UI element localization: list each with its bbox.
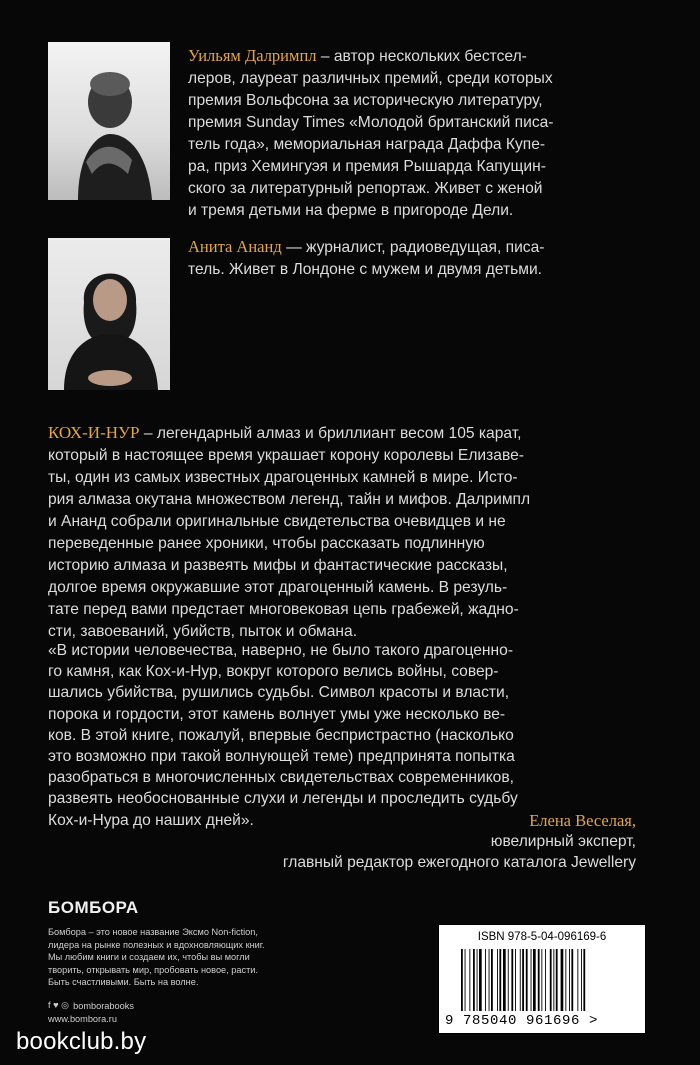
reviewer-name: Елена Веселая,	[529, 811, 636, 830]
social-links	[48, 1000, 134, 1011]
review-quote: «В истории человечества, наверно, не было такого драгоценно- го камня, как Кох-и-Нур, вокруг которого велись войны, совер- шались убийства, рушились судьбы. Символ красоты и власти, порока и гордости, этот камень волнует умы уже несколько ве- ков. В этой книге, пожалуй, впервые беспристрастно (насколько это возможно при такой волнующей теме) предпринята попытка разобраться в многочисленных свидетельствах современников, развеять необоснованные слухи и легенды и проследить судьбу Кох-и-Нура до наших дней».	[48, 642, 518, 829]
author-bio-anand: Анита Ананд — журналист, радиоведущая, писа- тель. Живет в Лондоне с мужем и двумя детьми.	[188, 237, 545, 278]
publisher-website: www.bombora.ru	[48, 1014, 117, 1024]
reviewer-title: главный редактор ежегодного каталога Jewellery	[282, 854, 636, 871]
author-bio-dalrymple: Уильям Далримпл – автор нескольких бестсел- леров, лауреат различных премий, среди которых премия Вольфсона за историческую литературу, премия Sunday Times «Молодой британский писа- тель года», мемориальная награда Даффа Купе- ра, приз Хемингуэя и премия Рышарда Капущин- ского за литературный репортаж. Живет с женой и тремя детьми на ферме в пригороде Дели.	[188, 46, 554, 219]
social-handle: bomborabooks	[73, 1000, 134, 1011]
reviewer-role: ювелирный эксперт,	[490, 833, 636, 850]
author-name-anand: Анита Ананд	[188, 237, 282, 256]
author-photo-anand	[48, 238, 170, 390]
quote-attribution	[283, 810, 636, 873]
book-title-inline: КОХ-И-НУР	[48, 423, 140, 442]
social-icons: f ♥ ◎	[48, 1000, 70, 1010]
author-name-dalrymple: Уильям Далримпл	[188, 46, 317, 65]
watermark: bookclub.by	[16, 1028, 147, 1055]
barcode-bars-icon	[461, 949, 627, 1011]
portrait-woman-icon	[48, 238, 170, 390]
book-description: КОХ-И-НУР – легендарный алмаз и бриллиант весом 105 карат, который в настоящее время украшает корону королевы Елизаве- ты, один из самых известных драгоценных камней в мире. Исто- рия алмаза окутана множеством легенд, тайн и мифов. Далримпл и Ананд собрали оригинальные свидетельства очевидцев и не переведенные ранее хроники, чтобы рассказать подлинную историю алмаза и развеять мифы и фантастические рассказы, долгое время окружавшие этот драгоценный камень. В резуль- тате перед вами предстает многовековая цепь грабежей, жадно- сти, завоеваний, убийств, пыток и обмана.	[48, 423, 531, 640]
author-photo-dalrymple	[48, 42, 170, 200]
barcode-digits: 9 785040 961696 >	[445, 1013, 599, 1029]
portrait-man-icon	[48, 42, 170, 200]
publisher-blurb: Бомбора – это новое название Эксмо Non-fiction, лидера на рынке полезных и вдохновляющих книг. Мы любим книги и создаем их, чтобы вы могли творить, открывать мир, пробовать новое, расти. Быть счастливыми. Быть на волне.	[48, 927, 265, 988]
isbn-barcode	[438, 924, 646, 1034]
publisher-logo: БОМБОРА	[48, 898, 139, 917]
isbn-number: ISBN 978-5-04-096169-6	[477, 931, 607, 943]
